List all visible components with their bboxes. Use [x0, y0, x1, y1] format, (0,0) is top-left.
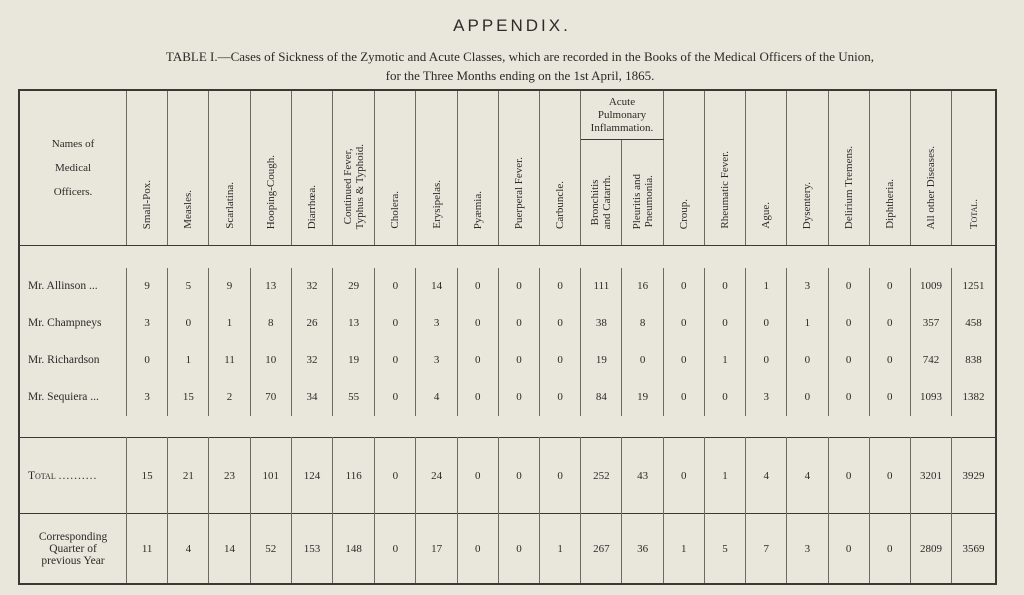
spacer-cell — [19, 246, 996, 268]
table-cell: 357 — [910, 305, 951, 342]
table-cell: 252 — [581, 438, 622, 514]
table-cell: 0 — [622, 342, 663, 379]
col-label: Erysipelas. — [430, 180, 443, 229]
table-cell: 0 — [663, 438, 704, 514]
names-header — [19, 90, 127, 246]
table-cell: 14 — [416, 268, 457, 305]
table-cell: 8 — [622, 305, 663, 342]
table-cell: 0 — [498, 514, 539, 585]
col-header-continued-fever — [333, 90, 375, 246]
col-label: Scarlatina. — [223, 182, 236, 229]
col-label: Ague. — [760, 202, 773, 229]
table-row — [19, 268, 996, 305]
table-cell: 0 — [540, 379, 581, 416]
table-cell: 0 — [498, 438, 539, 514]
table-cell: 0 — [375, 305, 416, 342]
table-cell: 7 — [746, 514, 787, 585]
table-cell: 11 — [127, 514, 168, 585]
caption-line-2: for the Three Months ending on the 1st April, 1865. — [385, 68, 655, 83]
table-cell: 84 — [581, 379, 622, 416]
total-label-text: Total — [28, 469, 56, 482]
previous-label-line: previous Year — [41, 554, 105, 567]
table-cell: 38 — [581, 305, 622, 342]
table-cell: 111 — [581, 268, 622, 305]
table-cell: 0 — [457, 305, 498, 342]
total-row — [19, 438, 996, 514]
table-cell: 4 — [787, 438, 828, 514]
col-header-pleuritis — [622, 140, 663, 246]
table-cell: 0 — [498, 379, 539, 416]
table-cell: 15 — [168, 379, 209, 416]
col-header-small-pox — [127, 90, 168, 246]
col-label-line: Bronchitis — [589, 178, 602, 225]
table-cell: 0 — [663, 342, 704, 379]
table-cell: 3 — [746, 379, 787, 416]
col-header-croup — [663, 90, 704, 246]
table-cell: 1 — [168, 342, 209, 379]
col-header-hooping-cough — [250, 90, 291, 246]
col-header-diphtheria — [869, 90, 910, 246]
table-cell: 267 — [581, 514, 622, 585]
table-cell: 0 — [168, 305, 209, 342]
col-label: Rheumatic Fever. — [718, 151, 731, 229]
col-header-cholera — [375, 90, 416, 246]
col-header-delirium-tremens — [828, 90, 869, 246]
col-header-total — [952, 90, 996, 246]
table-cell: 34 — [291, 379, 332, 416]
table-cell: 0 — [375, 514, 416, 585]
table-cell: 3929 — [952, 438, 996, 514]
table-cell: 0 — [540, 342, 581, 379]
col-label — [589, 175, 613, 229]
col-label-line: Pleuritis and — [630, 173, 643, 229]
col-label: Carbuncle. — [554, 181, 567, 229]
table-cell: 838 — [952, 342, 996, 379]
col-header-puerperal-fever — [498, 90, 539, 246]
table-cell: 0 — [828, 514, 869, 585]
table-cell: 32 — [291, 342, 332, 379]
table-cell: 1 — [209, 305, 250, 342]
table-cell: 458 — [952, 305, 996, 342]
table-cell: 0 — [787, 379, 828, 416]
row-label: Mr. Champneys — [19, 305, 127, 342]
total-label — [19, 438, 127, 514]
table-cell: 0 — [869, 379, 910, 416]
col-header-dysentery — [787, 90, 828, 246]
table-cell: 0 — [828, 305, 869, 342]
table-cell: 0 — [869, 438, 910, 514]
col-label-line: Continued Fever, — [341, 148, 354, 225]
names-header-line: Names of — [51, 138, 95, 150]
table-cell: 13 — [333, 305, 375, 342]
table-cell: 0 — [540, 268, 581, 305]
table-cell: 0 — [540, 305, 581, 342]
table-cell: 23 — [209, 438, 250, 514]
table-cell: 14 — [209, 514, 250, 585]
table-cell: 101 — [250, 438, 291, 514]
col-header-other-diseases — [910, 90, 951, 246]
sickness-table — [18, 89, 997, 585]
table-body — [19, 246, 996, 585]
table-cell: 0 — [704, 305, 745, 342]
table-cell: 4 — [416, 379, 457, 416]
table-cell: 0 — [498, 305, 539, 342]
table-cell: 116 — [333, 438, 375, 514]
table-cell: 1 — [704, 342, 745, 379]
col-label — [342, 144, 366, 229]
previous-quarter-row — [19, 514, 996, 585]
col-label: Measles. — [182, 190, 195, 229]
table-cell: 3 — [416, 305, 457, 342]
acute-header-line: Pulmonary — [597, 108, 647, 121]
table-cell: 9 — [209, 268, 250, 305]
table-cell: 36 — [622, 514, 663, 585]
table-cell: 1 — [540, 514, 581, 585]
table-cell: 0 — [746, 342, 787, 379]
table-cell: 0 — [457, 342, 498, 379]
col-header-erysipelas — [416, 90, 457, 246]
table-cell: 70 — [250, 379, 291, 416]
table-cell: 1 — [787, 305, 828, 342]
table-cell: 4 — [168, 514, 209, 585]
col-label: All other Diseases. — [925, 145, 937, 229]
col-header-measles — [168, 90, 209, 246]
col-header-carbuncle — [540, 90, 581, 246]
table-cell: 8 — [250, 305, 291, 342]
table-cell: 19 — [581, 342, 622, 379]
previous-quarter-label — [19, 514, 127, 585]
table-row — [19, 305, 996, 342]
col-label: Diarrhœa. — [305, 184, 318, 229]
table-cell: 11 — [209, 342, 250, 379]
acute-pulmonary-header — [581, 90, 663, 140]
col-label: Small-Pox. — [141, 179, 154, 229]
table-cell: 1093 — [910, 379, 951, 416]
caption-line-1: TABLE I.—Cases of Sickness of the Zymotic and Acute Classes, which are recorded in the Books of the Medical Officers of the Union, — [165, 49, 875, 64]
table-cell: 24 — [416, 438, 457, 514]
table-row — [19, 379, 996, 416]
col-label-line: and Catarrh. — [601, 174, 614, 229]
col-label: Dysentery. — [801, 181, 814, 229]
table-cell: 32 — [291, 268, 332, 305]
spacer-row — [19, 246, 996, 268]
table-cell: 124 — [291, 438, 332, 514]
table-cell: 0 — [540, 438, 581, 514]
row-label: Mr. Richardson — [19, 342, 127, 379]
table-cell: 16 — [622, 268, 663, 305]
table-cell: 0 — [498, 268, 539, 305]
table-cell: 5 — [704, 514, 745, 585]
col-label: Cholera. — [389, 191, 402, 229]
table-cell: 2 — [209, 379, 250, 416]
col-label: Croup. — [677, 198, 690, 229]
table-cell: 0 — [704, 268, 745, 305]
col-header-rheumatic-fever — [704, 90, 745, 246]
table-cell: 3 — [127, 379, 168, 416]
table-row — [19, 342, 996, 379]
table-cell: 0 — [704, 379, 745, 416]
table-cell: 19 — [333, 342, 375, 379]
table-cell: 17 — [416, 514, 457, 585]
table-cell: 19 — [622, 379, 663, 416]
col-header-ague — [746, 90, 787, 246]
col-header-pyaemia — [457, 90, 498, 246]
spacer-cell — [19, 416, 996, 438]
acute-header-line: Inflammation. — [590, 121, 654, 134]
table-cell: 3 — [416, 342, 457, 379]
table-cell: 0 — [828, 342, 869, 379]
col-header-bronchitis — [581, 140, 622, 246]
table-cell: 3201 — [910, 438, 951, 514]
table-cell: 26 — [291, 305, 332, 342]
table-cell: 0 — [375, 268, 416, 305]
col-label: Delirium Tremens. — [842, 145, 855, 229]
table-cell: 0 — [457, 268, 498, 305]
col-label: Hooping-Cough. — [264, 154, 277, 229]
spacer-row — [19, 416, 996, 438]
table-header — [19, 90, 996, 246]
table-cell: 5 — [168, 268, 209, 305]
table-cell: 0 — [869, 305, 910, 342]
col-label: Total. — [967, 198, 980, 229]
table-cell: 0 — [663, 379, 704, 416]
table-cell: 9 — [127, 268, 168, 305]
table-cell: 4 — [746, 438, 787, 514]
table-cell: 0 — [869, 268, 910, 305]
table-cell: 13 — [250, 268, 291, 305]
table-cell: 0 — [746, 305, 787, 342]
table-cell: 0 — [828, 268, 869, 305]
total-label-dots: .......... — [58, 469, 98, 482]
table-cell: 1009 — [910, 268, 951, 305]
previous-label-line: Quarter of — [49, 542, 97, 555]
col-label: Puerperal Fever. — [512, 156, 525, 229]
table-cell: 0 — [498, 342, 539, 379]
table-cell: 0 — [869, 514, 910, 585]
col-header-scarlatina — [209, 90, 250, 246]
col-header-diarrhoea — [291, 90, 332, 246]
table-cell: 0 — [457, 438, 498, 514]
page-heading: APPENDIX. — [453, 16, 571, 35]
acute-header-line: Acute — [608, 95, 636, 108]
table-cell: 1 — [663, 514, 704, 585]
table-cell: 1382 — [952, 379, 996, 416]
table-cell: 3 — [127, 305, 168, 342]
table-cell: 0 — [375, 438, 416, 514]
names-header-line: Medical — [55, 162, 92, 174]
table-cell: 3 — [787, 514, 828, 585]
table-cell: 43 — [622, 438, 663, 514]
table-cell: 153 — [291, 514, 332, 585]
table-cell: 742 — [910, 342, 951, 379]
table-cell: 15 — [127, 438, 168, 514]
table-cell: 21 — [168, 438, 209, 514]
col-label — [631, 174, 655, 229]
table-cell: 1251 — [952, 268, 996, 305]
table-cell: 0 — [663, 305, 704, 342]
table-cell: 55 — [333, 379, 375, 416]
col-label-line: Pneumonia. — [642, 175, 655, 228]
table-cell: 0 — [787, 342, 828, 379]
table-cell: 29 — [333, 268, 375, 305]
col-label-line: Typhus & Typhoid. — [353, 143, 366, 229]
table-cell: 3569 — [952, 514, 996, 585]
table-caption — [90, 47, 950, 85]
table-cell: 0 — [663, 268, 704, 305]
table-cell: 0 — [457, 514, 498, 585]
table-cell: 0 — [828, 379, 869, 416]
table-cell: 1 — [746, 268, 787, 305]
row-label: Mr. Allinson ... — [19, 268, 127, 305]
names-header-line: Officers. — [53, 186, 93, 198]
table-cell: 3 — [787, 268, 828, 305]
table-cell: 0 — [127, 342, 168, 379]
table-cell: 148 — [333, 514, 375, 585]
table-cell: 10 — [250, 342, 291, 379]
table-cell: 2809 — [910, 514, 951, 585]
col-label: Pyæmia. — [471, 190, 484, 229]
table-cell: 0 — [828, 438, 869, 514]
previous-label-line: Corresponding — [38, 530, 108, 543]
table-cell: 0 — [375, 379, 416, 416]
table-cell: 1 — [704, 438, 745, 514]
table-cell: 0 — [457, 379, 498, 416]
row-label: Mr. Sequiera ... — [19, 379, 127, 416]
table-cell: 0 — [375, 342, 416, 379]
col-label: Diphtheria. — [883, 179, 896, 229]
table-cell: 0 — [869, 342, 910, 379]
table-cell: 52 — [250, 514, 291, 585]
